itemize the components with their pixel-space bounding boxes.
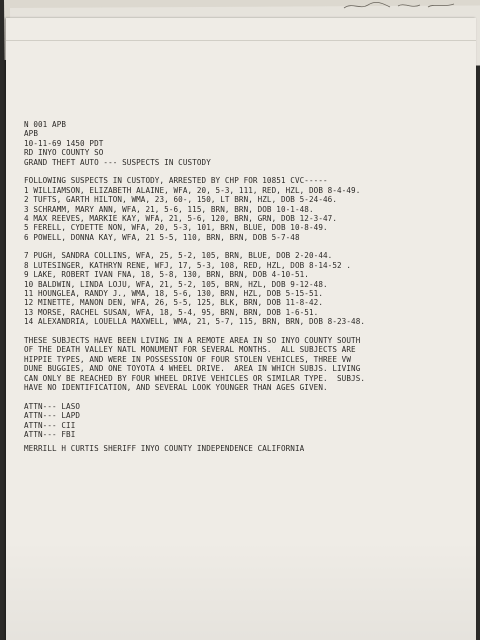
attn-line: ATTN--- FBI	[24, 429, 76, 439]
header-line: APB	[24, 129, 39, 139]
suspect-line: 2 TUFTS, GARTH HILTON, WMA, 23, 60-, 150, LT BRN, HZL, DOB 5-24-46.	[24, 195, 338, 205]
narrative-line: THESE SUBJECTS HAVE BEEN LIVING IN A REMOTE AREA IN SO INYO COUNTY SOUTH	[24, 335, 361, 345]
intro-line: FOLLOWING SUSPECTS IN CUSTODY, ARRESTED BY CHP FOR 10851 CVC-----	[24, 176, 328, 186]
attn-line: ATTN--- LASO	[24, 401, 81, 411]
narrative-line: OF THE DEATH VALLEY NATL MONUMENT FOR SEVERAL MONTHS. ALL SUBJECTS ARE	[24, 345, 356, 355]
suspect-list-a	[24, 186, 464, 242]
suspect-line: 12 MINETTE, MANON DEN, WFA, 26, 5-5, 125, BLK, BRN, DOB 11-8-42.	[24, 298, 323, 308]
suspect-line: 5 FERELL, CYDETTE NON, WFA, 20, 5-3, 101, BRN, BLUE, DOB 10-8-49.	[24, 223, 328, 233]
suspect-line: 8 LUTESINGER, KATHRYN RENE, WFJ, 17, 5-3, 108, RED, HZL, DOB 8-14-52 .	[24, 260, 352, 270]
header-line: 10-11-69 1450 PDT	[24, 138, 104, 148]
attention-list	[24, 402, 464, 440]
narrative-line: HIPPIE TYPES, AND WERE IN POSSESSION OF FOUR STOLEN VEHICLES, THREE VW	[24, 354, 352, 364]
suspect-line: 11 HOUNGLEA, RANDY J., WMA, 18, 5-6, 130, BRN, HZL, DOB 5-15-51.	[24, 289, 323, 299]
suspect-line: 6 POWELL, DONNA KAY, WFA, 21 5-5, 110, BRN, BRN, DOB 5-7-48	[24, 232, 300, 242]
handwriting-scribble	[342, 0, 462, 12]
suspect-line: 14 ALEXANDRIA, LOUELLA MAXWELL, WMA, 21, 5-7, 115, BRN, BRN, DOB 8-23-48.	[24, 317, 366, 327]
paper-fold	[6, 40, 476, 41]
apb-header	[24, 120, 464, 167]
suspect-line: 13 MORSE, RACHEL SUSAN, WFA, 18, 5-4, 95, BRN, BRN, DOB 1-6-51.	[24, 307, 319, 317]
suspect-line: 3 SCHRAMM, MARY ANN, WFA, 21, 5-6, 115, BRN, BRN, DOB 10-1-48.	[24, 204, 314, 214]
narrative-line: DUNE BUGGIES, AND ONE TOYOTA 4 WHEEL DRIVE. AREA IN WHICH SUBJS. LIVING	[24, 364, 361, 374]
suspect-line: 10 BALDWIN, LINDA LOJU, WFA, 21, 5-2, 105, BRN, HZL, DOB 9-12-48.	[24, 279, 328, 289]
header-line: RD INYO COUNTY SO	[24, 148, 104, 158]
header-line: N 001 APB	[24, 120, 67, 129]
narrative-line: CAN ONLY BE REACHED BY FOUR WHEEL DRIVE VEHICLES OR SIMILAR TYPE. SUBJS.	[24, 373, 366, 383]
suspect-line: 1 WILLIAMSON, ELIZABETH ALAINE, WFA, 20, 5-3, 111, RED, HZL, DOB 8-4-49.	[24, 185, 361, 195]
suspect-line: 7 PUGH, SANDRA COLLINS, WFA, 25, 5-2, 105, BRN, BLUE, DOB 2-20-44.	[24, 251, 333, 261]
suspect-line: 4 MAX REEVES, MARKIE KAY, WFA, 21, 5-6, 120, BRN, GRN, DOB 12-3-47.	[24, 213, 338, 223]
attn-line: ATTN--- CII	[24, 420, 76, 430]
narrative-paragraph	[24, 336, 464, 392]
narrative-line: HAVE NO IDENTIFICATION, AND SEVERAL LOOK YOUNGER THAN AGES GIVEN.	[24, 382, 328, 392]
paper-shade	[6, 540, 476, 640]
signature-line: MERRILL H CURTIS SHERIFF INYO COUNTY INDEPENDENCE CALIFORNIA	[24, 444, 305, 454]
suspect-list-b	[24, 251, 464, 326]
header-line: GRAND THEFT AUTO --- SUSPECTS IN CUSTODY	[24, 157, 211, 167]
suspect-line: 9 LAKE, ROBERT IVAN FNA, 18, 5-8, 130, BRN, BRN, DOB 4-10-51.	[24, 270, 309, 280]
apb-text	[24, 120, 464, 454]
attn-line: ATTN--- LAPD	[24, 411, 81, 421]
